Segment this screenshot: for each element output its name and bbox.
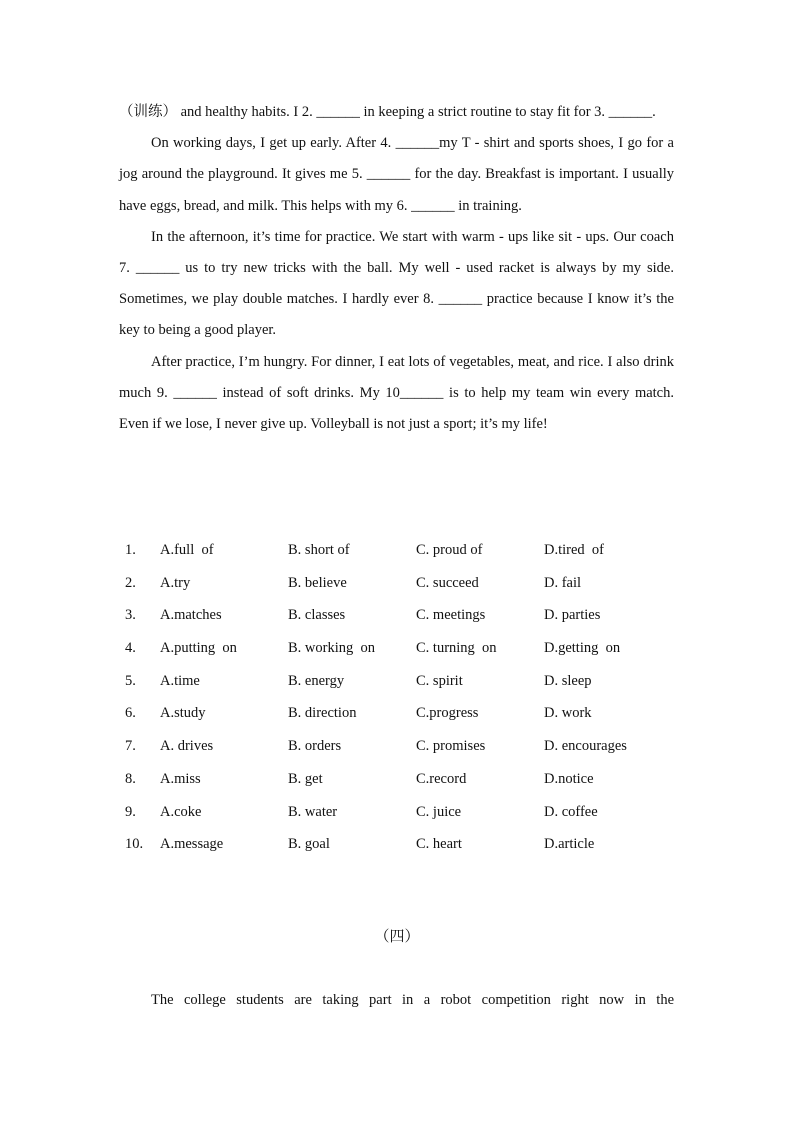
option-row	[118, 632, 678, 665]
answer-options-table	[118, 534, 678, 861]
option-d: D. work	[544, 705, 592, 722]
option-a: A.full of	[160, 542, 214, 558]
option-a: A.coke	[160, 803, 202, 820]
option-b: B. orders	[288, 738, 342, 755]
question-number: 10.	[125, 836, 144, 853]
option-d: D. fail	[544, 574, 582, 591]
option-row	[118, 665, 678, 698]
question-number: 8.	[125, 770, 136, 787]
option-row	[118, 730, 678, 763]
option-b: B. working on	[288, 640, 375, 657]
option-row	[118, 828, 678, 861]
option-b: B. short of	[288, 542, 350, 558]
option-c: C. turning on	[416, 640, 497, 657]
option-row	[118, 534, 678, 567]
question-number: 3.	[125, 607, 136, 624]
option-b: B. get	[288, 770, 323, 787]
option-c: C. proud of	[416, 542, 483, 558]
paragraph-4: After practice, I’m hungry. For dinner, I eat lots of vegetables, meat, and rice. I also drink much 9. ______ instead of soft drinks. My 10______ is to help my team win every match. Even if we lose, I never give up. Volleyball is not just a sport; it’s my life!	[119, 353, 674, 433]
cloze-passage	[119, 97, 674, 440]
question-number: 5.	[125, 672, 136, 689]
option-c: C. juice	[416, 803, 462, 820]
option-row	[118, 599, 678, 632]
option-a: A.study	[160, 705, 206, 722]
option-d: D.article	[544, 836, 595, 853]
option-c: C. promises	[416, 738, 486, 755]
option-a: A.time	[160, 672, 200, 689]
option-c: C. succeed	[416, 574, 479, 591]
option-b: B. believe	[288, 574, 347, 591]
question-number: 6.	[125, 705, 136, 722]
option-a: A.matches	[160, 607, 222, 624]
option-d: D.notice	[544, 770, 594, 787]
option-b: B. energy	[288, 672, 345, 689]
option-row	[118, 697, 678, 730]
option-c: C. heart	[416, 836, 462, 853]
section-title: （四）	[374, 929, 420, 945]
option-b: B. direction	[288, 705, 357, 722]
option-row	[118, 567, 678, 600]
option-c: C.record	[416, 770, 467, 787]
option-row	[118, 796, 678, 829]
question-number: 9.	[125, 803, 136, 820]
option-c: C.progress	[416, 705, 479, 722]
option-a: A.putting on	[160, 640, 237, 657]
option-d: D. sleep	[544, 672, 592, 689]
paragraph-2: On working days, I get up early. After 4. ______my T - shirt and sports shoes, I go for a jog around the playground. It gives me 5. ______ for the day. Breakfast is important. I usually have eggs, bread, and milk. This helps with my 6. ______ in training.	[119, 135, 674, 214]
option-d: D.getting on	[544, 640, 621, 657]
option-b: B. classes	[288, 607, 346, 624]
next-passage-first-line: The college students are taking part in a robot competition right now in the	[151, 992, 674, 1008]
option-a: A.try	[160, 574, 191, 591]
option-c: C. meetings	[416, 607, 486, 624]
option-d: D. coffee	[544, 803, 598, 820]
option-d: D. parties	[544, 607, 601, 624]
option-row	[118, 763, 678, 796]
paragraph-1: （训练） and healthy habits. I 2. ______ in keeping a strict routine to stay fit for 3. ______.	[119, 104, 656, 120]
option-c: C. spirit	[416, 672, 463, 689]
option-d: D. encourages	[544, 738, 627, 755]
option-a: A.miss	[160, 770, 201, 787]
question-number: 2.	[125, 574, 136, 591]
option-a: A. drives	[160, 738, 214, 755]
option-a: A.message	[160, 836, 224, 853]
question-number: 4.	[125, 640, 136, 657]
option-b: B. goal	[288, 836, 330, 853]
question-number: 7.	[125, 738, 136, 755]
next-passage	[119, 985, 674, 1016]
option-d: D.tired of	[544, 542, 604, 558]
option-b: B. water	[288, 803, 338, 820]
question-number: 1.	[125, 542, 136, 558]
paragraph-3: In the afternoon, it’s time for practice. We start with warm - ups like sit - ups. Our coach 7. ______ us to try new tricks with the ball. My well - used racket is always by my side. Sometimes, we play double matches. I hardly ever 8. ______ practice because I know it’s the key to being a good player.	[119, 228, 674, 339]
